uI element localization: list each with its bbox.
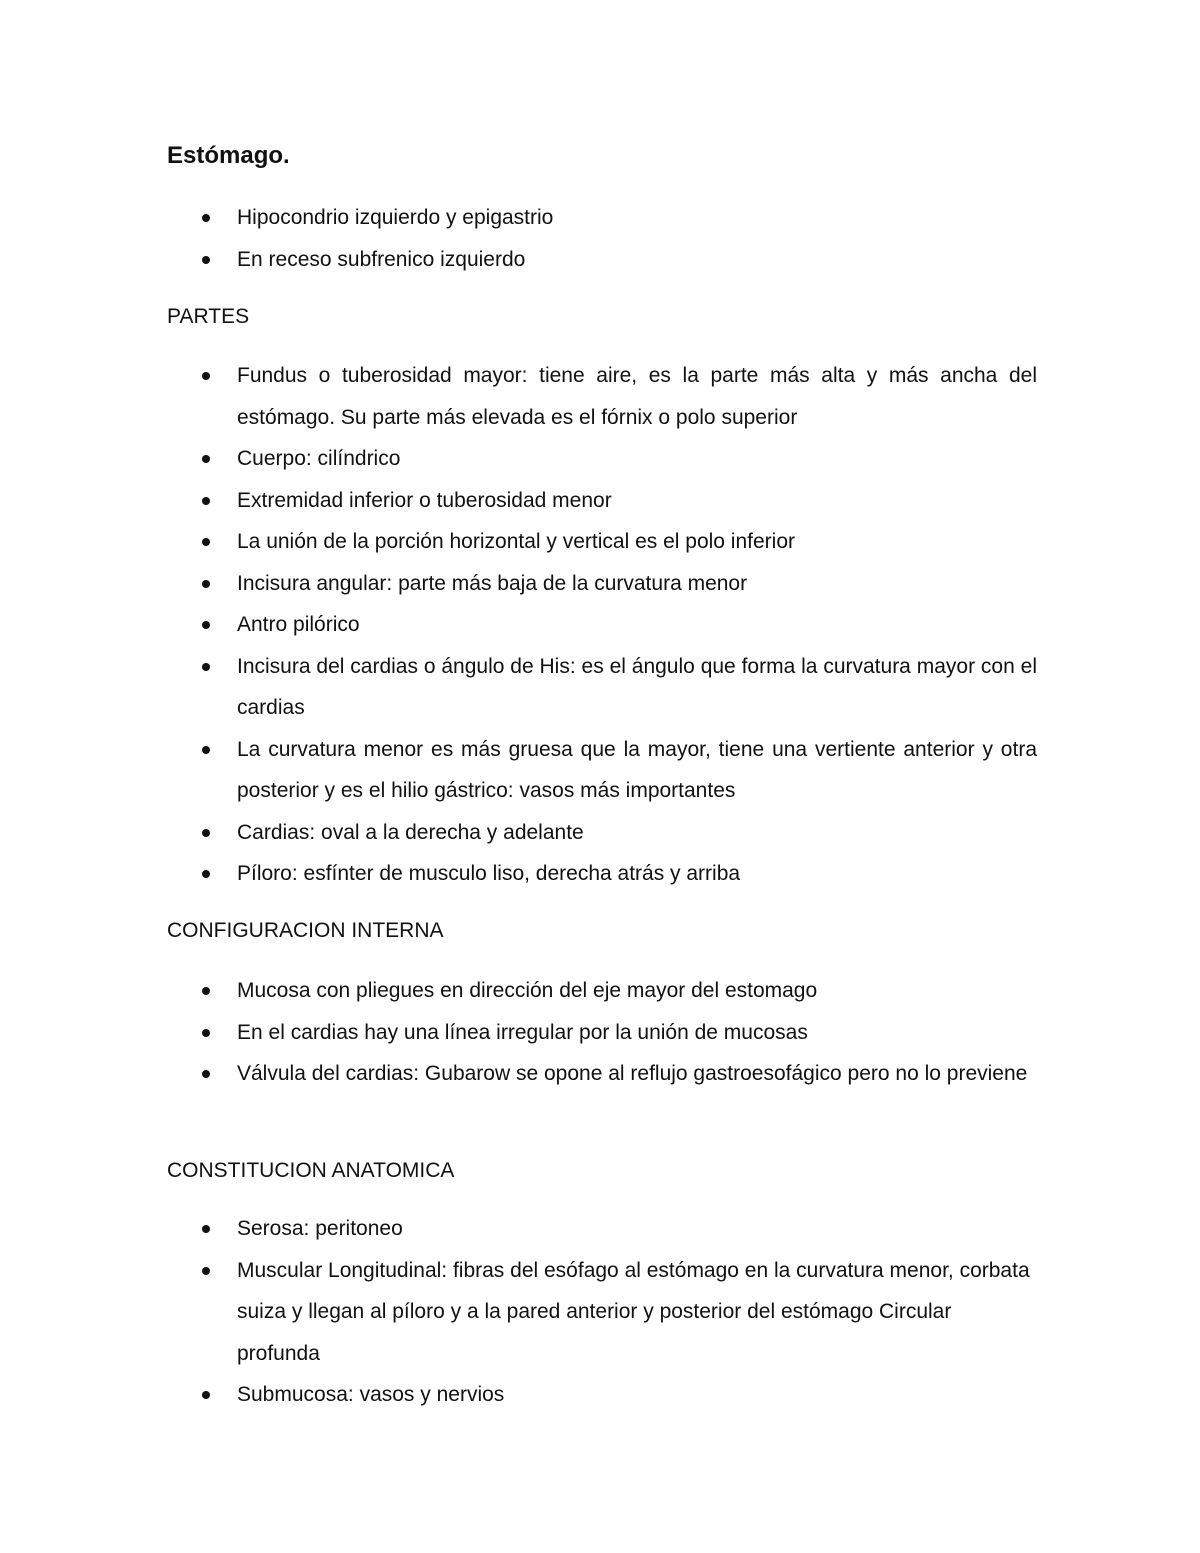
bullet-icon	[202, 1070, 210, 1078]
partes-list	[167, 355, 1037, 895]
bullet-icon	[202, 455, 210, 463]
bullet-icon	[202, 580, 210, 588]
list-item: Incisura del cardias o ángulo de His: es el ángulo que forma la curvatura mayor con el cardias	[167, 646, 1037, 729]
list-item: Fundus o tuberosidad mayor: tiene aire, es la parte más alta y más ancha del estómago. Su parte más elevada es el fórnix o polo superior	[167, 355, 1037, 438]
bullet-icon	[202, 372, 210, 380]
section-heading-constitucion-anatomica: CONSTITUCION ANATOMICA	[167, 1159, 455, 1182]
section-heading-configuracion-interna: CONFIGURACION INTERNA	[167, 919, 444, 942]
configuracion-list	[167, 970, 1037, 1095]
list-item: En el cardias hay una línea irregular por la unión de mucosas	[167, 1012, 1037, 1054]
bullet-icon	[202, 1029, 210, 1037]
list-item: Serosa: peritoneo	[167, 1208, 1037, 1250]
bullet-icon	[202, 497, 210, 505]
list-item: Mucosa con pliegues en dirección del eje mayor del estomago	[167, 970, 1037, 1012]
section-heading-partes: PARTES	[167, 305, 250, 328]
bullet-icon	[202, 256, 210, 264]
document-title: Estómago.	[167, 142, 290, 169]
list-item: Cuerpo: cilíndrico	[167, 438, 1037, 480]
bullet-icon	[202, 829, 210, 837]
bullet-icon	[202, 987, 210, 995]
list-item: Antro pilórico	[167, 604, 1037, 646]
list-item: Cardias: oval a la derecha y adelante	[167, 812, 1037, 854]
list-item: La unión de la porción horizontal y vertical es el polo inferior	[167, 521, 1037, 563]
list-item: Submucosa: vasos y nervios	[167, 1374, 1037, 1416]
bullet-icon	[202, 1391, 210, 1399]
bullet-icon	[202, 214, 210, 222]
bullet-icon	[202, 870, 210, 878]
bullet-icon	[202, 538, 210, 546]
list-item: Válvula del cardias: Gubarow se opone al reflujo gastroesofágico pero no lo previene	[167, 1053, 1037, 1095]
list-item: Extremidad inferior o tuberosidad menor	[167, 480, 1037, 522]
location-list	[167, 197, 1037, 280]
list-item: Píloro: esfínter de musculo liso, derecha atrás y arriba	[167, 853, 1037, 895]
bullet-icon	[202, 663, 210, 671]
list-item: Incisura angular: parte más baja de la curvatura menor	[167, 563, 1037, 605]
bullet-icon	[202, 1267, 210, 1275]
list-item: Hipocondrio izquierdo y epigastrio	[167, 197, 1037, 239]
list-item: En receso subfrenico izquierdo	[167, 239, 1037, 281]
bullet-icon	[202, 621, 210, 629]
list-item: La curvatura menor es más gruesa que la mayor, tiene una vertiente anterior y otra posterior y es el hilio gástrico: vasos más importantes	[167, 729, 1037, 812]
bullet-icon	[202, 1225, 210, 1233]
constitucion-list	[167, 1208, 1037, 1416]
bullet-icon	[202, 746, 210, 754]
list-item: Muscular Longitudinal: fibras del esófago al estómago en la curvatura menor, corbata suiza y llegan al píloro y a la pared anterior y posterior del estómago Circular profunda	[167, 1250, 1037, 1375]
